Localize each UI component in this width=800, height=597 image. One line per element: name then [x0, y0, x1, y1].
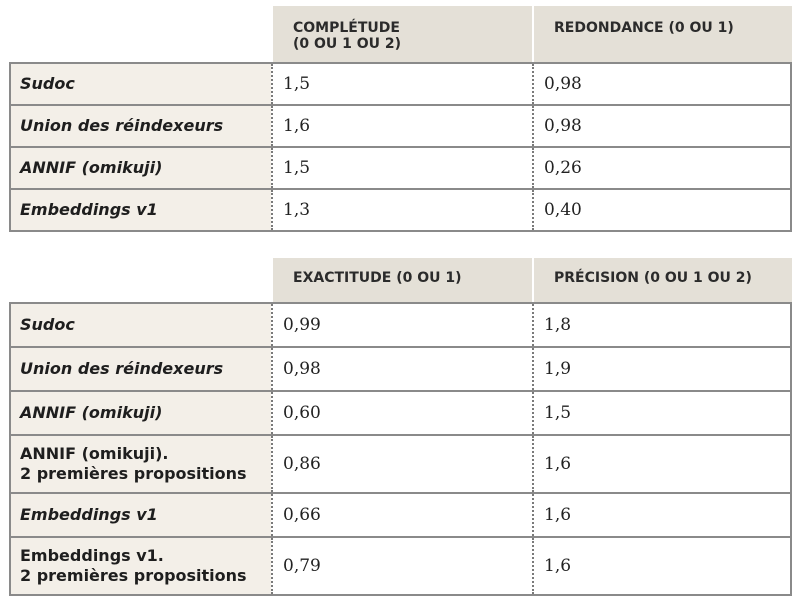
header-corner [9, 6, 271, 62]
row-label: Sudoc [9, 64, 271, 104]
row-label: ANNIF (omikuji). 2 premières propositions [9, 436, 271, 492]
exactitude-value: 0,86 [271, 436, 532, 492]
precision-value: 1,8 [532, 304, 792, 346]
table-bottom-border [9, 594, 792, 596]
precision-value: 1,6 [532, 538, 792, 594]
header-exactitude: EXACTITUDE (0 OU 1) [271, 258, 532, 302]
redondance-value: 0,98 [532, 106, 792, 146]
table-row [9, 302, 792, 346]
table-row [9, 390, 792, 434]
table-completude-redondance [9, 6, 792, 232]
row-label: Union des réindexeurs [9, 348, 271, 390]
table-row [9, 104, 792, 146]
row-label: Union des réindexeurs [9, 106, 271, 146]
redondance-value: 0,40 [532, 190, 792, 230]
table-row [9, 434, 792, 492]
header-redondance: REDONDANCE (0 OU 1) [532, 6, 792, 62]
table-row [9, 492, 792, 536]
row-label: ANNIF (omikuji) [9, 392, 271, 434]
completude-value: 1,6 [271, 106, 532, 146]
table-row [9, 536, 792, 594]
row-label: Embeddings v1 [9, 190, 271, 230]
table-row [9, 146, 792, 188]
header-precision: PRÉCISION (0 OU 1 OU 2) [532, 258, 792, 302]
precision-value: 1,6 [532, 494, 792, 536]
table-row [9, 62, 792, 104]
exactitude-value: 0,79 [271, 538, 532, 594]
row-label: Embeddings v1. 2 premières propositions [9, 538, 271, 594]
row-label: Sudoc [9, 304, 271, 346]
table-bottom-border [9, 230, 792, 232]
precision-value: 1,9 [532, 348, 792, 390]
header-corner [9, 258, 271, 302]
redondance-value: 0,98 [532, 64, 792, 104]
completude-value: 1,5 [271, 148, 532, 188]
exactitude-value: 0,99 [271, 304, 532, 346]
table-exactitude-precision [9, 258, 792, 596]
exactitude-value: 0,98 [271, 348, 532, 390]
table-header-row [9, 6, 792, 62]
completude-value: 1,5 [271, 64, 532, 104]
completude-value: 1,3 [271, 190, 532, 230]
header-completude: COMPLÉTUDE (0 OU 1 OU 2) [271, 6, 532, 62]
table-row [9, 188, 792, 230]
exactitude-value: 0,60 [271, 392, 532, 434]
redondance-value: 0,26 [532, 148, 792, 188]
row-label: ANNIF (omikuji) [9, 148, 271, 188]
exactitude-value: 0,66 [271, 494, 532, 536]
row-label: Embeddings v1 [9, 494, 271, 536]
precision-value: 1,6 [532, 436, 792, 492]
table-header-row [9, 258, 792, 302]
table-row [9, 346, 792, 390]
precision-value: 1,5 [532, 392, 792, 434]
